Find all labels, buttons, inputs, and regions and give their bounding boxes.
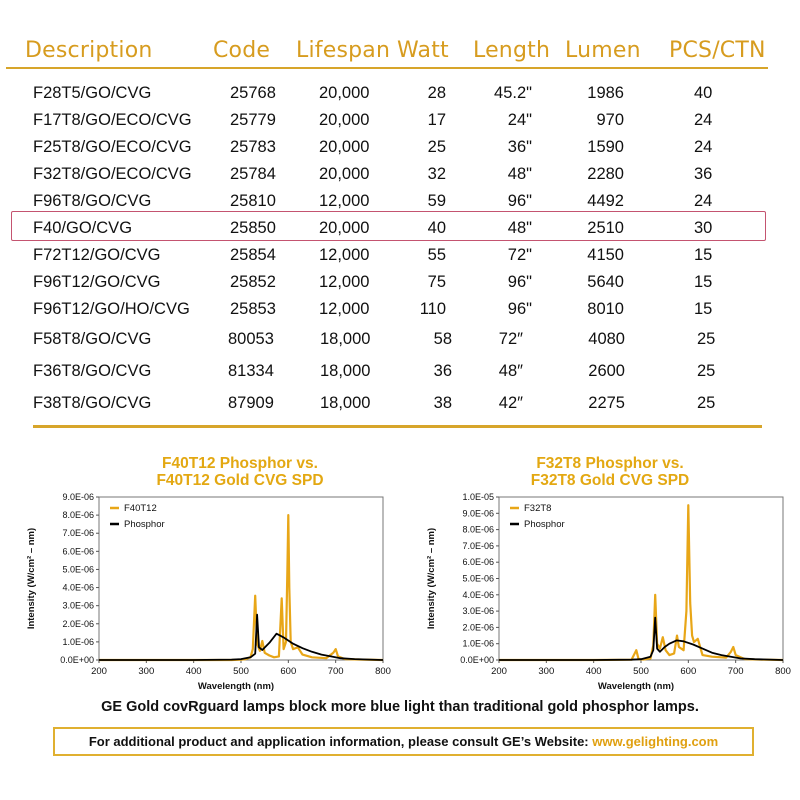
cell-lifespan: 20,000 [319, 219, 370, 237]
cell-description: F96T8/GO/CVG [33, 192, 152, 210]
y-tick-label: 3.0E-06 [62, 600, 94, 611]
cell-lifespan: 20,000 [319, 111, 370, 129]
cell-lifespan: 18,000 [320, 362, 371, 380]
legend-label: F32T8 [524, 503, 552, 514]
table-row [0, 388, 800, 415]
cell-code: 25783 [230, 138, 276, 156]
x-axis-label: Wavelength (nm) [197, 681, 275, 692]
table-row [0, 134, 800, 161]
cell-watt: 38 [433, 394, 452, 412]
y-tick-label: 8.0E-06 [62, 510, 94, 521]
chart1-spd [0, 490, 400, 695]
legend-label: F40T12 [124, 503, 157, 514]
table-row-highlighted [0, 215, 800, 242]
cell-code: 25810 [230, 192, 276, 210]
cell-lumen: 8010 [587, 300, 624, 318]
info-box [53, 727, 754, 756]
cell-pcs: 15 [694, 300, 713, 318]
cell-code: 25852 [230, 273, 276, 291]
cell-lifespan: 18,000 [320, 330, 371, 348]
cell-description: F36T8/GO/CVG [33, 362, 152, 380]
y-axis-label: Intensity (W/cm² – nm) [26, 527, 37, 630]
y-tick-label: 0.0E+00 [60, 655, 94, 665]
cell-length: 96" [507, 192, 532, 210]
cell-lumen: 2275 [588, 394, 625, 412]
cell-pcs: 15 [694, 246, 713, 264]
x-tick-label: 700 [727, 666, 744, 677]
chart1-title [100, 455, 380, 489]
cell-length: 48" [507, 165, 532, 183]
x-tick-label: 600 [280, 666, 297, 677]
table-row [0, 356, 800, 383]
y-tick-label: 2.0E-06 [62, 618, 94, 629]
header-lumen: Lumen [565, 38, 641, 63]
cell-watt: 36 [433, 362, 452, 380]
cell-watt: 59 [427, 192, 446, 210]
y-tick-label: 7.0E-06 [62, 528, 94, 539]
legend-label: Phosphor [524, 519, 565, 530]
cell-lumen: 5640 [587, 273, 624, 291]
table-row [0, 161, 800, 188]
cell-lumen: 4150 [587, 246, 624, 264]
cell-pcs: 24 [694, 138, 713, 156]
cell-watt: 58 [433, 330, 452, 348]
x-tick-label: 800 [375, 666, 391, 677]
y-tick-label: 3.0E-06 [462, 606, 494, 617]
cell-code: 25850 [230, 219, 276, 237]
cell-description: F40/GO/CVG [33, 219, 133, 237]
chart-caption: GE Gold covRguard lamps block more blue light than traditional gold phosphor lamps. [101, 699, 699, 715]
cell-description: F58T8/GO/CVG [33, 330, 152, 348]
cell-watt: 28 [427, 84, 446, 102]
x-tick-label: 500 [633, 666, 649, 677]
x-tick-label: 400 [185, 666, 202, 677]
cell-lifespan: 20,000 [319, 165, 370, 183]
cell-description: F25T8/GO/ECO/CVG [33, 138, 192, 156]
cell-watt: 110 [419, 300, 446, 318]
cell-pcs: 15 [694, 273, 713, 291]
cell-pcs: 24 [694, 192, 713, 210]
cell-pcs: 25 [697, 330, 716, 348]
cell-code: 25854 [230, 246, 276, 264]
chart1-title-line2: F40T12 Gold CVG SPD [156, 472, 324, 489]
y-tick-label: 7.0E-06 [462, 540, 494, 551]
cell-lifespan: 12,000 [319, 192, 370, 210]
cell-watt: 32 [427, 165, 446, 183]
cell-length: 72″ [498, 330, 523, 348]
cell-description: F72T12/GO/CVG [33, 246, 161, 264]
cell-lifespan: 12,000 [319, 273, 370, 291]
cell-pcs: 24 [694, 111, 713, 129]
header-pcs-ctn: PCS/CTN [669, 38, 766, 63]
cell-length: 36" [507, 138, 532, 156]
cell-code: 25853 [230, 300, 276, 318]
x-tick-label: 500 [233, 666, 249, 677]
cell-length: 96" [507, 300, 532, 318]
cell-code: 25768 [230, 84, 276, 102]
cell-lifespan: 12,000 [319, 300, 370, 318]
cell-description: F96T12/GO/CVG [33, 273, 161, 291]
cell-length: 42″ [498, 394, 523, 412]
cell-pcs: 25 [697, 362, 716, 380]
table-row [0, 324, 800, 351]
y-tick-label: 4.0E-06 [462, 589, 494, 600]
y-axis-label: Intensity (W/cm² – nm) [426, 527, 437, 630]
y-tick-label: 1.0E-06 [462, 638, 494, 649]
cell-description: F32T8/GO/ECO/CVG [33, 165, 192, 183]
cell-lumen: 1590 [587, 138, 624, 156]
cell-lumen: 4492 [587, 192, 624, 210]
header-divider [6, 67, 768, 69]
website-link[interactable]: www.gelighting.com [592, 734, 719, 749]
table-row [0, 296, 800, 323]
x-axis-label: Wavelength (nm) [597, 681, 675, 692]
cell-watt: 55 [427, 246, 446, 264]
cell-length: 96" [507, 273, 532, 291]
cell-lumen: 970 [596, 111, 624, 129]
cell-pcs: 36 [694, 165, 713, 183]
cell-code: 80053 [228, 330, 274, 348]
x-tick-label: 300 [138, 666, 155, 677]
cell-watt: 17 [427, 111, 446, 129]
legend-label: Phosphor [124, 519, 165, 530]
table-row [0, 188, 800, 215]
table-bottom-divider [33, 425, 762, 428]
cell-description: F28T5/GO/CVG [33, 84, 152, 102]
cell-description: F38T8/GO/CVG [33, 394, 152, 412]
cell-lifespan: 18,000 [320, 394, 371, 412]
cell-code: 81334 [228, 362, 274, 380]
cell-lifespan: 20,000 [319, 138, 370, 156]
cell-pcs: 25 [697, 394, 716, 412]
x-tick-label: 200 [491, 666, 507, 677]
y-tick-label: 8.0E-06 [462, 524, 494, 535]
cell-length: 48" [507, 219, 532, 237]
y-tick-label: 5.0E-06 [462, 573, 494, 584]
y-tick-label: 2.0E-06 [462, 622, 494, 633]
x-tick-label: 300 [538, 666, 555, 677]
cell-length: 72" [507, 246, 532, 264]
cell-description: F17T8/GO/ECO/CVG [33, 111, 192, 129]
y-tick-label: 1.0E-05 [462, 492, 494, 502]
table-row [0, 269, 800, 296]
cell-length: 24" [507, 111, 532, 129]
cell-code: 25784 [230, 165, 276, 183]
header-watt: Watt [397, 38, 449, 63]
cell-pcs: 30 [694, 219, 713, 237]
header-code: Code [213, 38, 271, 63]
cell-lifespan: 12,000 [319, 246, 370, 264]
cell-lumen: 2600 [588, 362, 625, 380]
cell-lumen: 2280 [587, 165, 624, 183]
cell-code: 25779 [230, 111, 276, 129]
cell-watt: 25 [427, 138, 446, 156]
x-tick-label: 600 [680, 666, 697, 677]
x-tick-label: 400 [585, 666, 602, 677]
y-tick-label: 9.0E-06 [462, 508, 494, 519]
y-tick-label: 1.0E-06 [62, 636, 94, 647]
y-tick-label: 0.0E+00 [460, 655, 494, 665]
chart2-title [470, 455, 750, 489]
cell-length: 45.2" [494, 84, 532, 102]
y-tick-label: 6.0E-06 [62, 546, 94, 557]
table-row [0, 242, 800, 269]
table-row [0, 80, 800, 107]
cell-pcs: 40 [694, 84, 713, 102]
cell-length: 48″ [498, 362, 523, 380]
header-lifespan: Lifespan [296, 38, 391, 63]
info-text: For additional product and application information, please consult GE’s Website: [88, 734, 593, 749]
cell-code: 87909 [228, 394, 274, 412]
header-length: Length [473, 38, 551, 63]
chart2-spd [400, 490, 800, 695]
x-tick-label: 200 [91, 666, 107, 677]
cell-lumen: 2510 [587, 219, 624, 237]
y-tick-label: 4.0E-06 [62, 582, 94, 593]
cell-description: F96T12/GO/HO/CVG [33, 300, 190, 318]
x-tick-label: 700 [327, 666, 344, 677]
table-row [0, 107, 800, 134]
header-description: Description [25, 38, 153, 63]
cell-watt: 75 [427, 273, 446, 291]
chart2-title-line2: F32T8 Gold CVG SPD [530, 472, 690, 489]
chart2-title-line1: F32T8 Phosphor vs. [536, 455, 684, 472]
cell-watt: 40 [427, 219, 446, 237]
cell-lumen: 1986 [587, 84, 624, 102]
x-tick-label: 800 [775, 666, 791, 677]
y-tick-label: 9.0E-06 [62, 492, 94, 502]
cell-lifespan: 20,000 [319, 84, 370, 102]
cell-lumen: 4080 [588, 330, 625, 348]
chart1-title-line1: F40T12 Phosphor vs. [162, 455, 318, 472]
y-tick-label: 5.0E-06 [62, 564, 94, 575]
y-tick-label: 6.0E-06 [462, 557, 494, 568]
